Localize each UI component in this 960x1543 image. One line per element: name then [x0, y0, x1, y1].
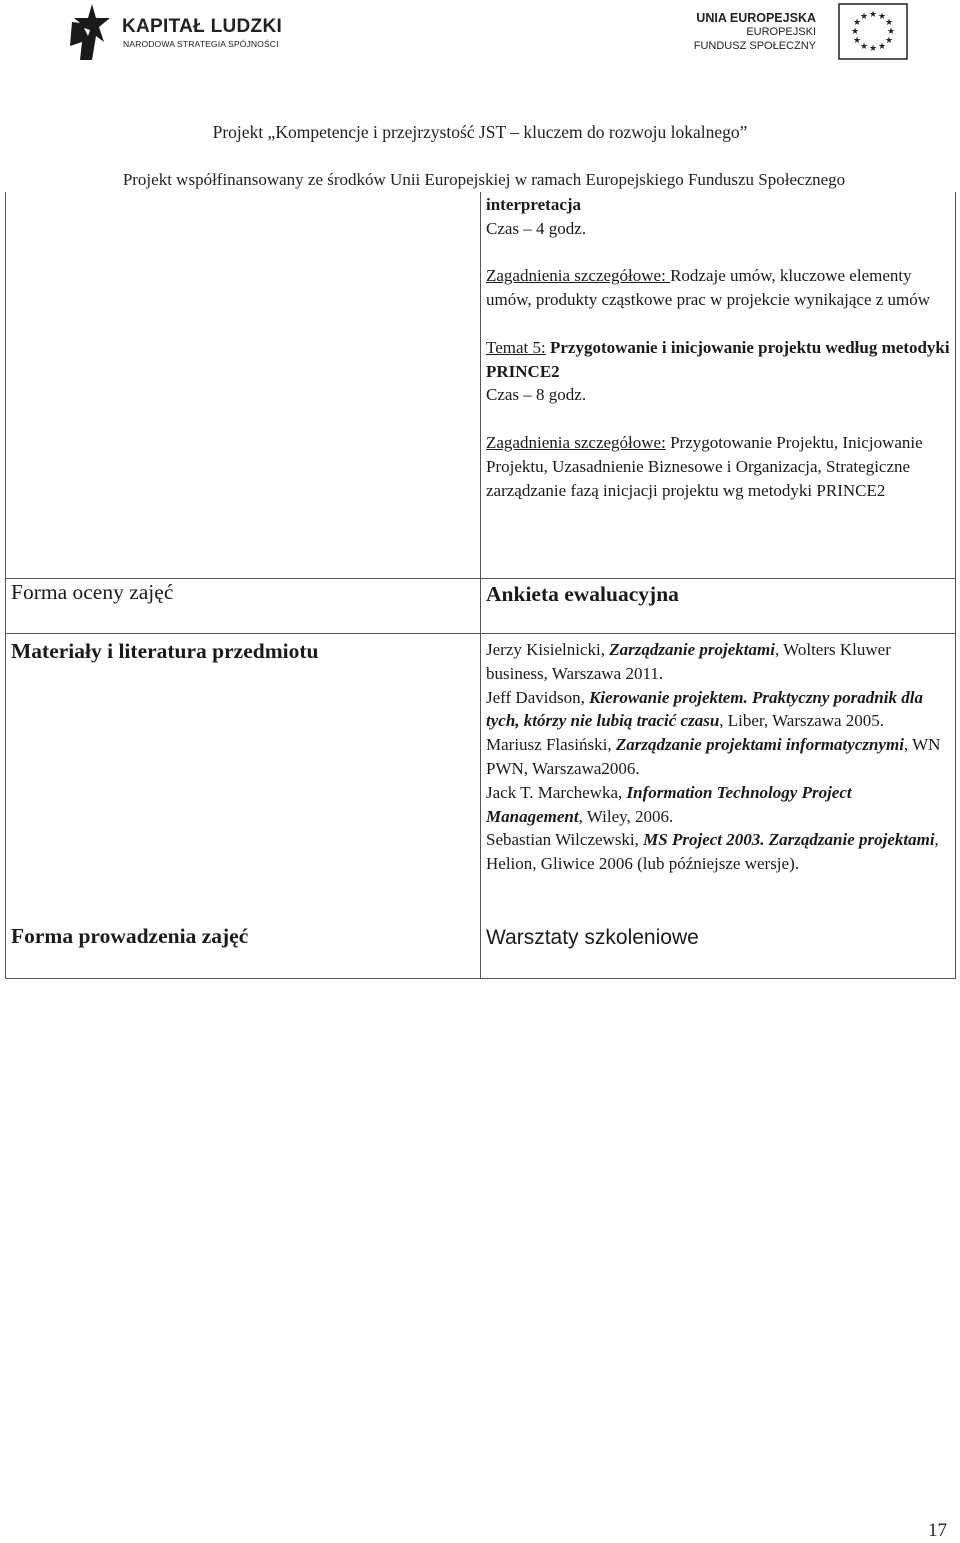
svg-text:★: ★: [868, 10, 878, 20]
kapital-ludzki-logo: [66, 2, 283, 62]
literature-item: Sebastian Wilczewski, MS Project 2003. Zarządzanie projektami, Helion, Gliwice 2006 (lub późniejsze wersje).: [486, 830, 939, 874]
svg-text:★: ★: [859, 42, 869, 52]
svg-text:★: ★: [886, 27, 896, 37]
literature-item: Jack T. Marchewka, Information Technology Project Management, Wiley, 2006.: [486, 782, 852, 826]
materials-label: Materiały i literatura przedmiotu: [11, 639, 319, 663]
topic-time: Czas – 8 godz.: [486, 385, 587, 405]
column-divider: [480, 192, 481, 978]
cofinance-note: Projekt współfinansowany ze środków Unii Europejskiej w ramach Europejskiego Funduszu Społecznego: [122, 170, 846, 189]
project-title: Projekt „Kompetencje i przejrzystość JST – kluczem do rozwoju lokalnego”: [212, 122, 748, 142]
svg-text:★: ★: [859, 12, 869, 22]
assessment-label: Forma oceny zajęć: [11, 580, 174, 604]
svg-text:★: ★: [884, 36, 894, 46]
kapital-ludzki-subtitle: NARODOWA STRATEGIA SPÓJNOŚCI: [123, 39, 279, 49]
literature-item: Mariusz Flasiński, Zarządzanie projektami informatycznymi, WN PWN, Warszawa2006.: [486, 735, 941, 778]
svg-text:★: ★: [877, 42, 887, 52]
detail-text: Przygotowanie Projektu, Inicjowanie Projektu, Uzasadnienie Biznesowe i Organizacja, Strategiczne zarządzanie fazą inicjacji projektu wg metodyki PRINCE2: [486, 432, 923, 500]
topic-title: Przygotowanie i inicjowanie projektu według metodyki PRINCE2: [486, 337, 950, 381]
svg-text:★: ★: [884, 18, 894, 28]
literature-list: [486, 638, 951, 876]
literature-item: Jerzy Kisielnicki, Zarządzanie projektami, Wolters Kluwer business, Warszawa 2011.: [486, 640, 891, 683]
svg-text:★: ★: [852, 18, 862, 28]
row-divider: [6, 633, 955, 634]
topic-title-tail: interpretacja: [486, 195, 582, 214]
svg-text:★: ★: [850, 27, 860, 37]
page-number: 17: [928, 1520, 947, 1541]
detail-label: Zagadnienia szczegółowe:: [486, 266, 671, 286]
eu-logo-line2: EUROPEJSKI: [746, 26, 816, 38]
detail-label: Zagadnienia szczegółowe:: [486, 432, 666, 452]
eu-logo-line3: FUNDUSZ SPOŁECZNY: [693, 40, 816, 52]
row-divider: [6, 578, 955, 579]
form-label: Forma prowadzenia zajęć: [11, 924, 249, 948]
svg-text:★: ★: [877, 12, 887, 22]
program-content-cell: [486, 193, 951, 502]
svg-text:★: ★: [852, 36, 862, 46]
kapital-ludzki-star-icon: [66, 2, 110, 60]
kapital-ludzki-title: KAPITAŁ LUDZKI: [122, 16, 283, 37]
eu-logo: [693, 2, 912, 62]
svg-text:★: ★: [868, 44, 878, 54]
topic-time: Czas – 4 godz.: [486, 218, 587, 238]
literature-item: Jeff Davidson, Kierowanie projektem. Praktyczny poradnik dla tych, którzy nie lubią tracić czasu, Liber, Warszawa 2005.: [486, 687, 923, 731]
topic-label: Temat 5:: [486, 337, 546, 357]
eu-logo-line1: UNIA EUROPEJSKA: [696, 11, 816, 25]
assessment-value: Ankieta ewaluacyjna: [486, 582, 679, 606]
eu-flag-icon: [838, 3, 908, 60]
detail-text: Rodzaje umów, kluczowe elementy umów, produkty cząstkowe prac w projekcie wynikające z umów: [486, 266, 931, 310]
form-value: Warsztaty szkoleniowe: [486, 926, 699, 949]
